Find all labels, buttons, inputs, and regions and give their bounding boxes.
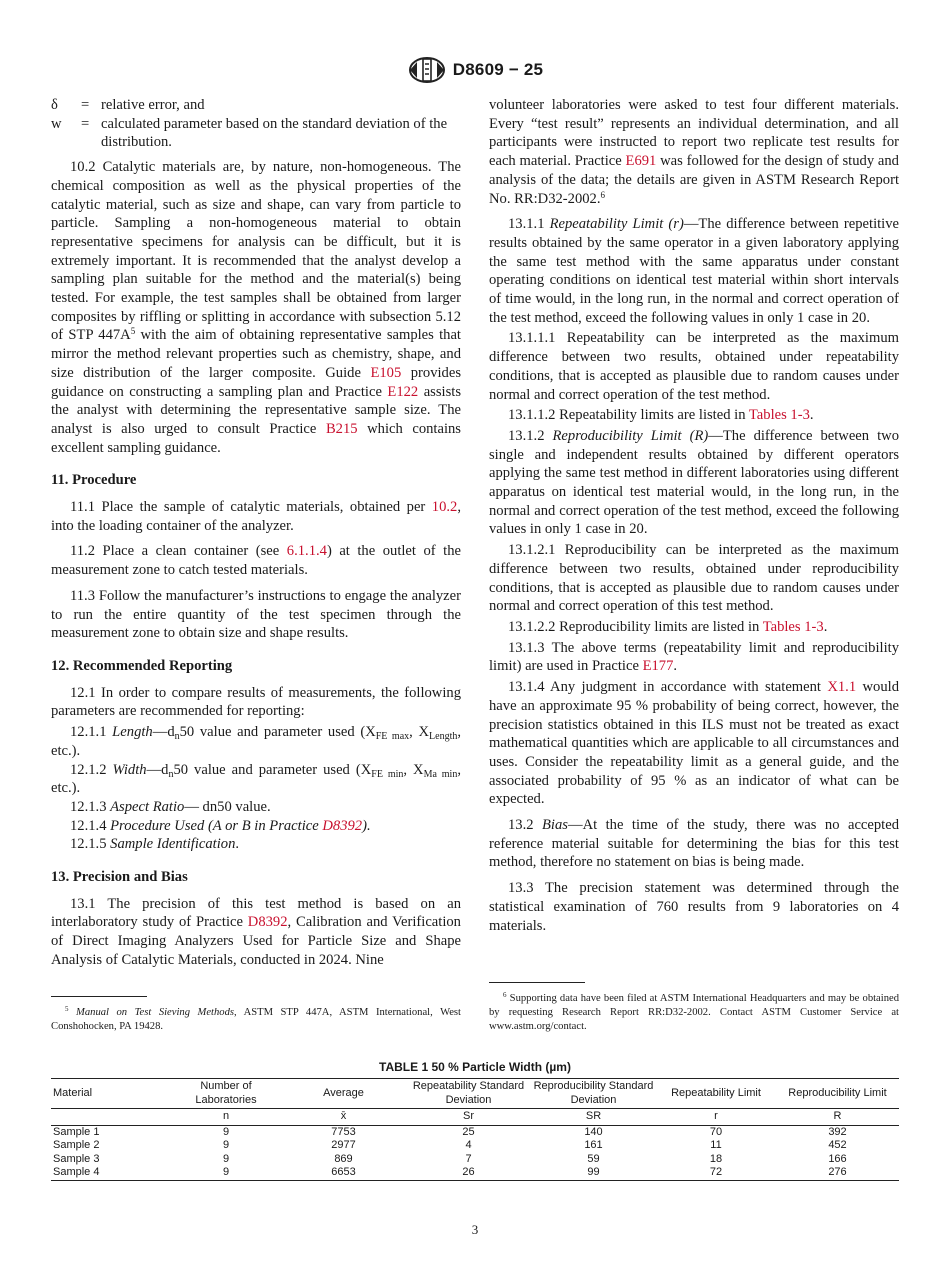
column-header: Average: [281, 1079, 406, 1109]
paragraph-12-1-2: 12.1.2 $Width—d_n50$ value and parameter used ($X_{FE min}$, $X_{Ma min}$, etc.).: [51, 761, 461, 797]
symbol-cell: SR: [531, 1109, 656, 1126]
ref-6-1-1-4-link[interactable]: 6.1.1.4: [286, 543, 327, 560]
table-row: Sample 3 9 869 7 59 18 166: [53, 1152, 847, 1165]
symbol-cell: n: [171, 1109, 281, 1126]
symbol-cell: R: [776, 1109, 899, 1126]
def-equals: =: [81, 97, 90, 113]
column-header: Material: [51, 1079, 171, 1109]
table-row: Sample 2 9 2977 4 161 11 452: [53, 1139, 847, 1151]
paragraph-13-1-3: 13.1.3 The above terms (repeatability limit and reproducibility limit) are used in Practice E177.: [489, 639, 899, 675]
column-header: Repeatability Limit: [656, 1079, 776, 1109]
symbol-cell: x̄: [281, 1109, 406, 1126]
paragraph-12-1-5: 12.1.5 Sample Identification.: [70, 836, 240, 853]
paragraph-13-2: 13.2 Bias—At the time of the study, there was no accepted reference material suitable for determining the bias for this test method, therefore no statement on bias is being made.: [489, 817, 899, 871]
ref-x1-1-link[interactable]: X1.1: [827, 679, 857, 696]
paragraph-12-1-1: 12.1.1 $Length—d_n50$ value and parameter used ($X_{FE max}$, $X_{Length}$, etc.).: [51, 724, 462, 759]
column-header: Repeatability Standard Deviation: [406, 1079, 531, 1109]
page-header: [0, 56, 950, 89]
column-header: Reproducibility Limit: [776, 1079, 899, 1109]
ref-tables-link[interactable]: Tables 1-3: [748, 407, 810, 424]
ref-b215-link[interactable]: B215: [325, 420, 358, 437]
def-symbol: w: [51, 115, 62, 132]
ref-e691-link[interactable]: E691: [625, 153, 657, 170]
paragraph-10-2: 10.2 Catalytic materials are, by nature, non-homogeneous. The chemical composition as well as the physical properties of the catalytic material, such as size and shape, can vary from particle to particle. Sampling a non-homogeneous material to obtain representative specimens for analysis can be difficult, but it is extremely important. It is recommended that the analyst develop a sampling plan suitable for the method and the material(s) being tested. For example, the test samples shall be obtained from larger composites by riffling or splitting in accordance with subsection 5.12 of STP $447A^5$ with the aim of obtaining representative samples that mirror the method relevant properties such as chemistry, shape, and size distribution of the larger composite. Guide E105 provides guidance on constructing a sampling plan and Practice E122 assists the analyst with determining the representative sample size. The analyst is also urged to consult Practice B215 which contains excellent sampling guidance.: [51, 159, 461, 456]
paragraph-12-1-4: 12.1.4 Procedure Used (A or B in Practice D8392).: [70, 817, 371, 834]
section-12-heading: 12. Recommended Reporting: [51, 657, 233, 674]
column-header: Reproducibility Standard Deviation: [531, 1079, 656, 1109]
table-title: TABLE 1 50 % Particle Width (µm): [379, 1060, 571, 1074]
paragraph-13-1: 13.1 The precision of this test method is based on an interlaboratory study of Practice D8392, Calibration and Verification of Direct Imaging Analyzers Used for Particle Size and Shape Analysis of Catalytic Materials, conducted in 2024. Nine: [51, 895, 461, 968]
paragraph-12-1-3: 12.1.3 Aspect Ratio— dn50 value.: [70, 798, 271, 815]
ref-e122-link[interactable]: E122: [387, 383, 419, 400]
paragraph-11-1: 11.1 Place the sample of catalytic materials, obtained per 10.2, into the loading container of the analyzer.: [51, 499, 461, 534]
page-number: 3: [471, 1222, 479, 1237]
table-row: Sample 1 9 7753 25 140 70 392: [53, 1125, 847, 1138]
ref-e177-link[interactable]: E177: [642, 658, 674, 675]
document-designation: D8609 − 25: [452, 60, 544, 79]
ref-d8392-link[interactable]: D8392: [322, 817, 363, 834]
def-symbol: δ: [51, 97, 58, 113]
paragraph-11-2: 11.2 Place a clean container (see 6.1.1.4) at the outlet of the measurement zone to catch tested materials.: [51, 543, 461, 579]
definition-list: [51, 96, 461, 152]
paragraph-13-1-1-1: 13.1.1.1 Repeatability can be interpreted as the maximum difference between two results, obtained under repeatability conditions, that is accepted as plausible due to random causes under normal and correct operation of the test method.: [489, 330, 899, 403]
table-row: Sample 4 9 6653 26 99 72 276: [51, 1166, 899, 1180]
precision-table: [51, 1078, 899, 1181]
paragraph-12-1: 12.1 In order to compare results of measurements, the following parameters are recommended for reporting:: [51, 684, 461, 720]
ref-10-2-link[interactable]: 10.2: [431, 499, 458, 516]
def-equals: =: [81, 115, 90, 132]
ref-e105-link[interactable]: E105: [370, 364, 402, 381]
symbol-cell: r: [656, 1109, 776, 1126]
paragraph-13-1-2: 13.1.2 Reproducibility Limit (R)—The difference between two single and independent results obtained by different operators applying the same test method in different laboratories using different apparatus on identical test material would, in the long run, in the normal and correct operation of the test method, exceed the following values in only 1 case in 20.: [489, 427, 899, 538]
paragraph-11-3: 11.3 Follow the manufacturer’s instructions to engage the analyzer to run the entire quantity of the test specimen through the measurement zone to obtain size and shape results.: [51, 587, 461, 642]
footnote-6: $^6$ Supporting data have been filed at ASTM International Headquarters and may be obtained by requesting Research Report RR:D32-2002. Contact ASTM Customer Service at www.astm.org/contact.: [489, 991, 899, 1032]
paragraph-13-1-1-2: 13.1.1.2 Repeatability limits are listed in Tables 1-3.: [508, 407, 814, 424]
paragraph-13-1-2-2: 13.1.2.2 Reproducibility limits are listed in Tables 1-3.: [508, 618, 828, 635]
section-13-heading: 13. Precision and Bias: [51, 869, 188, 886]
footnote-divider-right: [489, 982, 585, 983]
left-column: [51, 96, 461, 977]
symbol-cell: [51, 1109, 171, 1126]
ref-d8392-link-2[interactable]: D8392: [247, 914, 288, 931]
symbol-cell: Sr: [406, 1109, 531, 1126]
section-11-heading: 11. Procedure: [51, 472, 137, 489]
paragraph-13-1-4: 13.1.4 Any judgment in accordance with statement X1.1 would have an approximate 95 % probability of being correct, however, the precision statistics obtained in this ILS must not be treated as exact mathematical quantities which are applicable to all circumstances and uses. Consider the repeatability limit as a general guide, and the associated probability of 95 % as an indicator of what can be expected.: [489, 679, 899, 808]
def-text: calculated parameter based on the standard deviation of the distribution.: [101, 115, 448, 151]
paragraph-13-3: 13.3 The precision statement was determined through the statistical examination of 760 results from 9 laboratories on 4 materials.: [489, 880, 899, 934]
footnote-divider: [51, 996, 147, 997]
right-column: [489, 96, 899, 942]
paragraph-13-1-continued: volunteer laboratories were asked to test four different materials. Every “test result” represents an individual determination, and all participants were instructed to report two replicate test results for each material. Practice E691 was followed for the design of study and analysis of the data; the details are given in ASTM Research Report No. RR:D32-2002.$^6$: [489, 97, 899, 207]
def-text: relative error, and: [101, 97, 205, 113]
ref-tables-link-2[interactable]: Tables 1-3: [762, 618, 824, 635]
paragraph-13-1-2-1: 13.1.2.1 Reproducibility can be interpreted as the maximum difference between two results, obtained under reproducibility conditions, that is accepted as plausible due to random causes under normal and correct operation of this test method.: [489, 542, 899, 615]
footnote-5: $^5$ Manual on Test Sieving Methods, ASTM STP 447A, ASTM International, West Conshohocken, PA 19428.: [51, 1005, 461, 1032]
astm-logo-icon: [407, 56, 447, 84]
paragraph-13-1-1: 13.1.1 Repeatability Limit (r)—The difference between repetitive results obtained by the same operator in a given laboratory applying the same test method with the same apparatus under constant operating conditions on identical test material within short intervals of time would, in the long run, in the normal and correct operation of the test method, exceed the following values in only 1 case in 20.: [489, 216, 900, 326]
column-header: Number of Laboratories: [171, 1079, 281, 1109]
